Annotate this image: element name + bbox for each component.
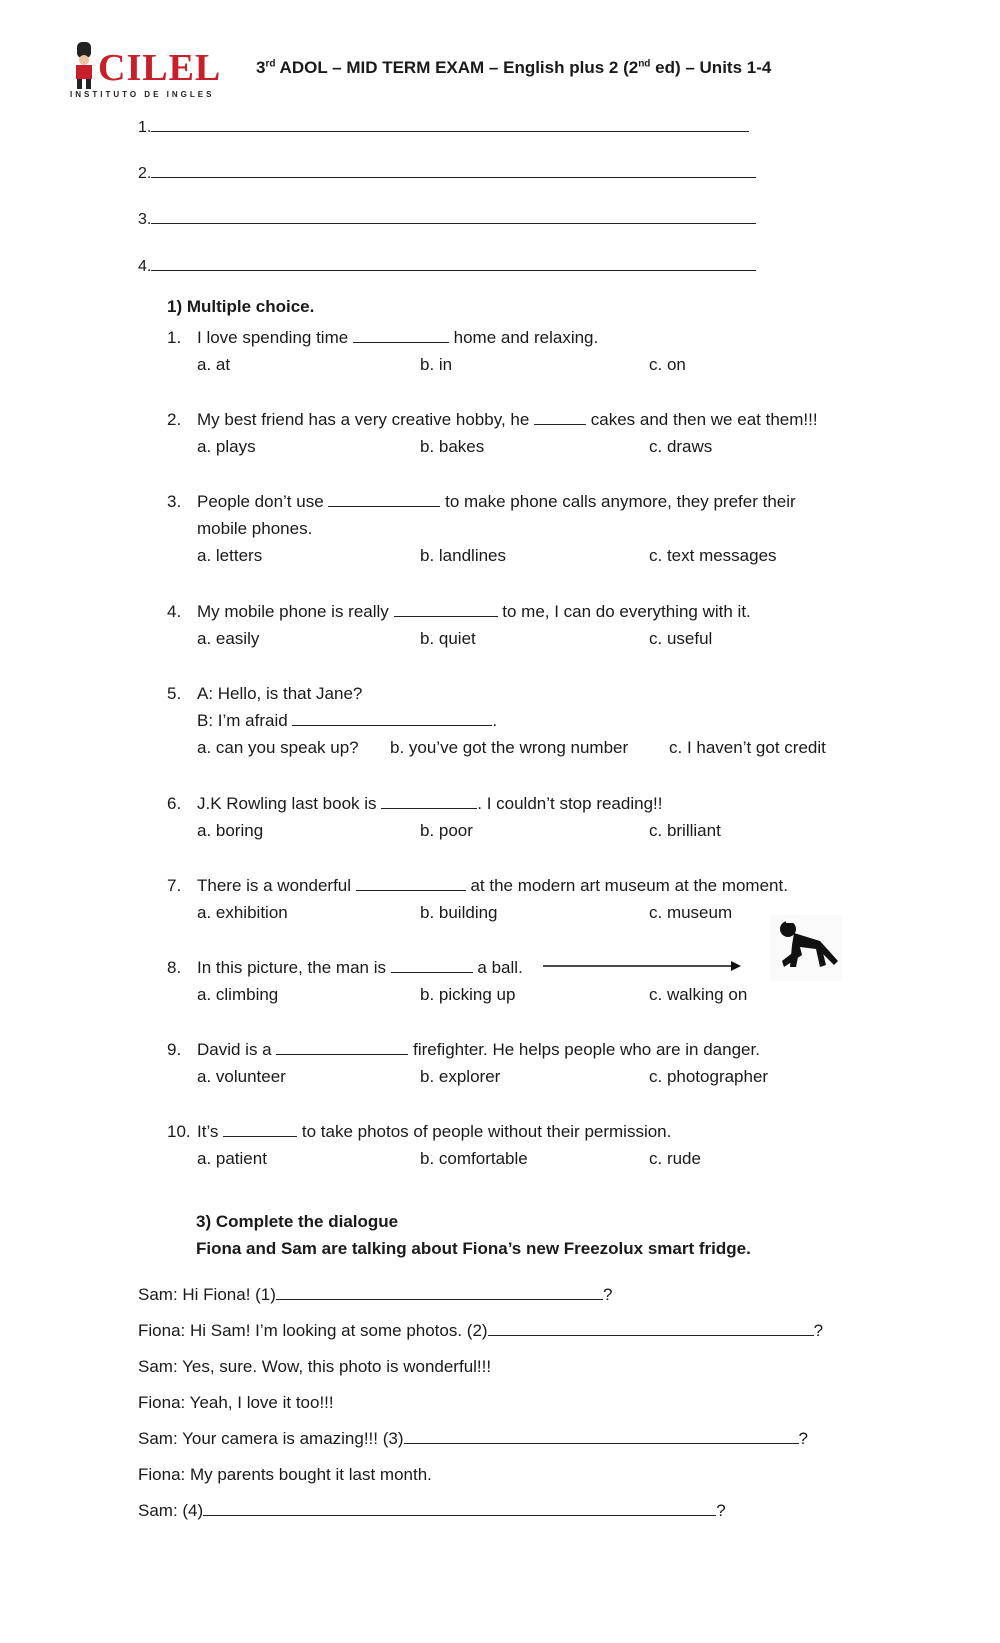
- question-10: 10. It’s to take photos of people without their permission. a. patient b. comfortable c. rude: [167, 1118, 867, 1172]
- option-c[interactable]: c. brilliant: [649, 821, 721, 840]
- option-b[interactable]: b. in: [420, 355, 453, 374]
- question-8: 8. In this picture, the man is a ball. a. climbing b. picking up c. walking on: [167, 954, 867, 1008]
- question-6: 6. J.K Rowling last book is . I couldn’t stop reading!! a. boring b. poor c. brilliant: [167, 790, 867, 844]
- option-a[interactable]: a. at: [197, 355, 231, 374]
- guard-icon: [68, 42, 102, 90]
- option-c[interactable]: c. I haven’t got credit: [669, 738, 826, 757]
- answer-line-1[interactable]: 1.: [138, 117, 749, 137]
- dialogue-blank-1[interactable]: [276, 1285, 603, 1300]
- logo-name: CILEL: [98, 47, 222, 89]
- dialogue-line-2: Fiona: Hi Sam! I’m looking at some photos. (2) ?: [138, 1321, 824, 1340]
- section3-title: 3) Complete the dialogue: [196, 1212, 399, 1231]
- option-a[interactable]: a. climbing: [197, 985, 279, 1004]
- blank[interactable]: [223, 1122, 297, 1137]
- man-picking-up-ball-icon: [770, 915, 842, 981]
- dialogue-blank-3[interactable]: [404, 1429, 799, 1444]
- option-c[interactable]: c. walking on: [649, 985, 748, 1004]
- blank[interactable]: [292, 711, 492, 726]
- option-b[interactable]: b. landlines: [420, 546, 507, 565]
- blank[interactable]: [328, 492, 440, 507]
- answer-line-3[interactable]: 3.: [138, 209, 756, 229]
- arrow-icon: [543, 958, 743, 974]
- option-b[interactable]: b. you’ve got the wrong number: [390, 738, 629, 757]
- question-5: 5. A: Hello, is that Jane? B: I’m afraid . a. can you speak up? b. you’ve got the wrong number c. I haven’t got credit: [167, 680, 867, 761]
- option-a[interactable]: a. plays: [197, 437, 256, 456]
- option-b[interactable]: b. explorer: [420, 1067, 501, 1086]
- option-a[interactable]: a. letters: [197, 546, 263, 565]
- question-9: 9. David is a firefighter. He helps people who are in danger. a. volunteer b. explorer c. photographer: [167, 1036, 867, 1090]
- question-4: 4. My mobile phone is really to me, I can do everything with it. a. easily b. quiet c. useful: [167, 598, 867, 652]
- blank[interactable]: [394, 602, 498, 617]
- cilel-logo: [68, 42, 222, 102]
- dialogue-line-6: Fiona: My parents bought it last month.: [138, 1465, 432, 1484]
- option-c[interactable]: c. on: [649, 355, 686, 374]
- option-c[interactable]: c. museum: [649, 903, 733, 922]
- dialogue-line-3: Sam: Yes, sure. Wow, this photo is wonderful!!!: [138, 1357, 492, 1376]
- option-a[interactable]: a. exhibition: [197, 903, 288, 922]
- question-7: 7. There is a wonderful at the modern art museum at the moment. a. exhibition b. building c. museum: [167, 872, 867, 926]
- option-b[interactable]: b. quiet: [420, 629, 476, 648]
- dialogue-blank-4[interactable]: [203, 1501, 716, 1516]
- answer-line-4[interactable]: 4.: [138, 256, 756, 276]
- blank[interactable]: [381, 794, 477, 809]
- option-a[interactable]: a. patient: [197, 1149, 267, 1168]
- option-b[interactable]: b. comfortable: [420, 1149, 528, 1168]
- question-2: 2. My best friend has a very creative hobby, he cakes and then we eat them!!! a. plays b. bakes c. draws: [167, 406, 867, 460]
- option-a[interactable]: a. can you speak up?: [197, 738, 359, 757]
- blank[interactable]: [276, 1040, 408, 1055]
- option-b[interactable]: b. picking up: [420, 985, 516, 1004]
- option-c[interactable]: c. rude: [649, 1149, 701, 1168]
- blank[interactable]: [391, 958, 473, 973]
- option-c[interactable]: c. text messages: [649, 546, 777, 565]
- dialogue-line-1: Sam: Hi Fiona! (1) ?: [138, 1285, 613, 1304]
- question-1: 1. I love spending time home and relaxing. a. at b. in c. on: [167, 324, 867, 378]
- option-a[interactable]: a. boring: [197, 821, 264, 840]
- section1-title: 1) Multiple choice.: [167, 297, 315, 316]
- blank[interactable]: [353, 328, 449, 343]
- option-c[interactable]: c. draws: [649, 437, 713, 456]
- option-a[interactable]: a. volunteer: [197, 1067, 286, 1086]
- option-c[interactable]: c. photographer: [649, 1067, 769, 1086]
- dialogue-line-7: Sam: (4) ?: [138, 1501, 726, 1520]
- option-a[interactable]: a. easily: [197, 629, 260, 648]
- question-3: 3. People don’t use to make phone calls anymore, they prefer their mobile phones. a. letters b. landlines c. text messages: [167, 488, 867, 569]
- dialogue-blank-2[interactable]: [488, 1321, 814, 1336]
- blank[interactable]: [534, 410, 586, 425]
- section3-subtitle: Fiona and Sam are talking about Fiona’s new Freezolux smart fridge.: [196, 1239, 751, 1258]
- dialogue-line-5: Sam: Your camera is amazing!!! (3) ?: [138, 1429, 808, 1448]
- option-c[interactable]: c. useful: [649, 629, 713, 648]
- option-b[interactable]: b. bakes: [420, 437, 485, 456]
- blank[interactable]: [356, 876, 466, 891]
- exam-title: 3rd ADOL – MID TERM EXAM – English plus 2 (2nd ed) – Units 1-4: [256, 58, 772, 77]
- answer-line-2[interactable]: 2.: [138, 163, 756, 183]
- dialogue-line-4: Fiona: Yeah, I love it too!!!: [138, 1393, 334, 1412]
- logo-subtitle: INSTITUTO DE INGLES: [70, 90, 215, 99]
- option-b[interactable]: b. poor: [420, 821, 473, 840]
- option-b[interactable]: b. building: [420, 903, 498, 922]
